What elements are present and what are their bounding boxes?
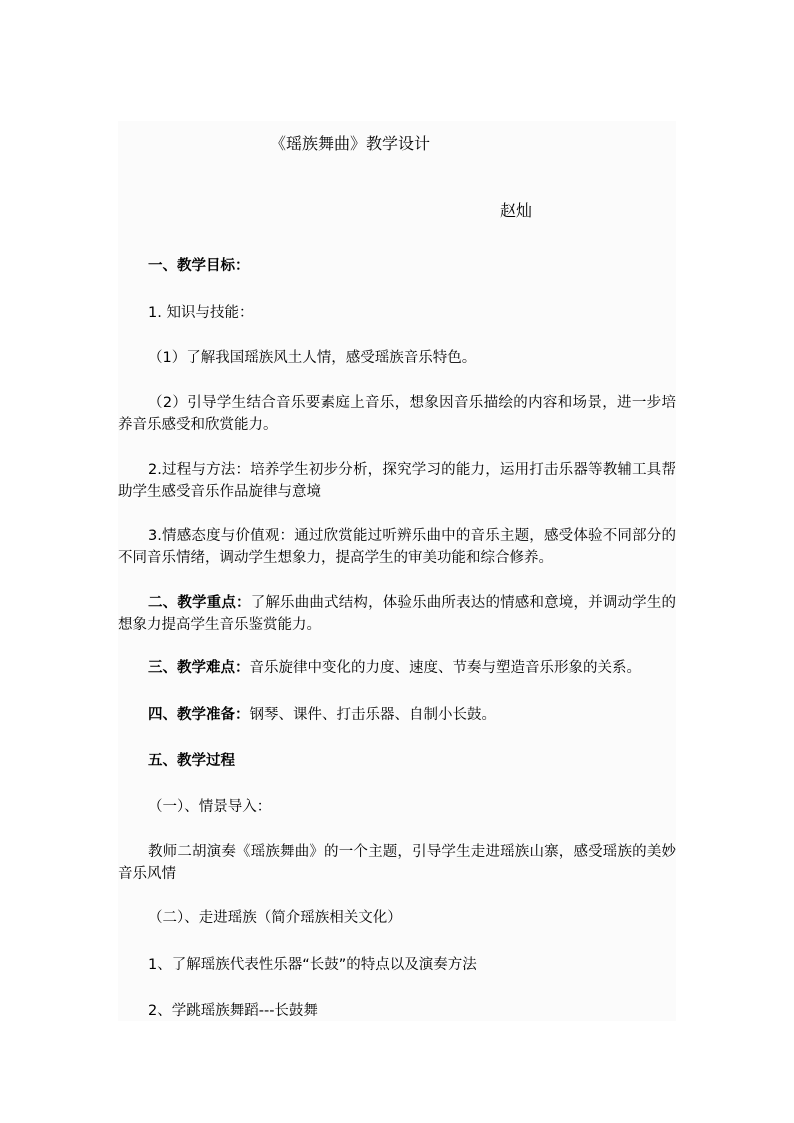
objective-knowledge-item-1: （1）了解我国瑶族风土人情，感受瑶族音乐特色。 (148, 350, 477, 366)
process-part-1-heading: （一）、情景导入： (148, 799, 272, 815)
document-title: 《瑶族舞曲》教学设计 (270, 134, 431, 153)
difficulties-label: 三、教学难点： (148, 660, 250, 676)
process-part-1-text: 教师二胡演奏《瑶族舞曲》的一个主题，引导学生走进瑶族山寨，感受瑶族的美妙音乐风情 (118, 844, 676, 882)
process-part-2-heading: （二）、走进瑶族（简介瑶族相关文化） (148, 910, 402, 926)
process-part-2-item-2: 2、学跳瑶族舞蹈---长鼓舞 (148, 1003, 318, 1019)
section-preparation (148, 705, 496, 725)
objective-emotion-values: 3.情感态度与价值观：通过欣赏能过听辨乐曲中的音乐主题，感受体验不同部分的不同音乐情绪，调动学生想象力，提高学生的审美功能和综合修养。 (118, 528, 676, 566)
process-part-2-item-1: 1、了解瑶族代表性乐器“长鼓”的特点以及演奏方法 (148, 957, 477, 973)
section-heading-process: 五、教学过程 (148, 753, 235, 769)
objective-knowledge-item-2: （2）引导学生结合音乐要素庭上音乐，想象因音乐描绘的内容和场景，进一步培养音乐感受和欣赏能力。 (118, 395, 676, 433)
section-key-points (118, 592, 676, 636)
preparation-text: 钢琴、课件、打击乐器、自制小长鼓。 (249, 707, 496, 723)
section-heading-objectives: 一、教学目标： (148, 258, 250, 274)
author-name: 赵灿 (500, 201, 533, 220)
key-points-label: 二、教学重点： (148, 595, 251, 611)
key-points-text: 了解乐曲曲式结构，体验乐曲所表达的情感和意境，并调动学生的想象力提高学生音乐鉴赏能力。 (118, 595, 677, 633)
section-difficulties (148, 658, 641, 678)
objective-knowledge-heading: 1. 知识与技能： (148, 305, 254, 321)
preparation-label: 四、教学准备： (148, 707, 250, 723)
difficulties-text: 音乐旋律中变化的力度、速度、节奏与塑造音乐形象的关系。 (249, 660, 641, 676)
objective-process-method: 2.过程与方法：培养学生初步分析，探究学习的能力，运用打击乐器等教辅工具帮助学生感受音乐作品旋律与意境 (118, 462, 676, 500)
